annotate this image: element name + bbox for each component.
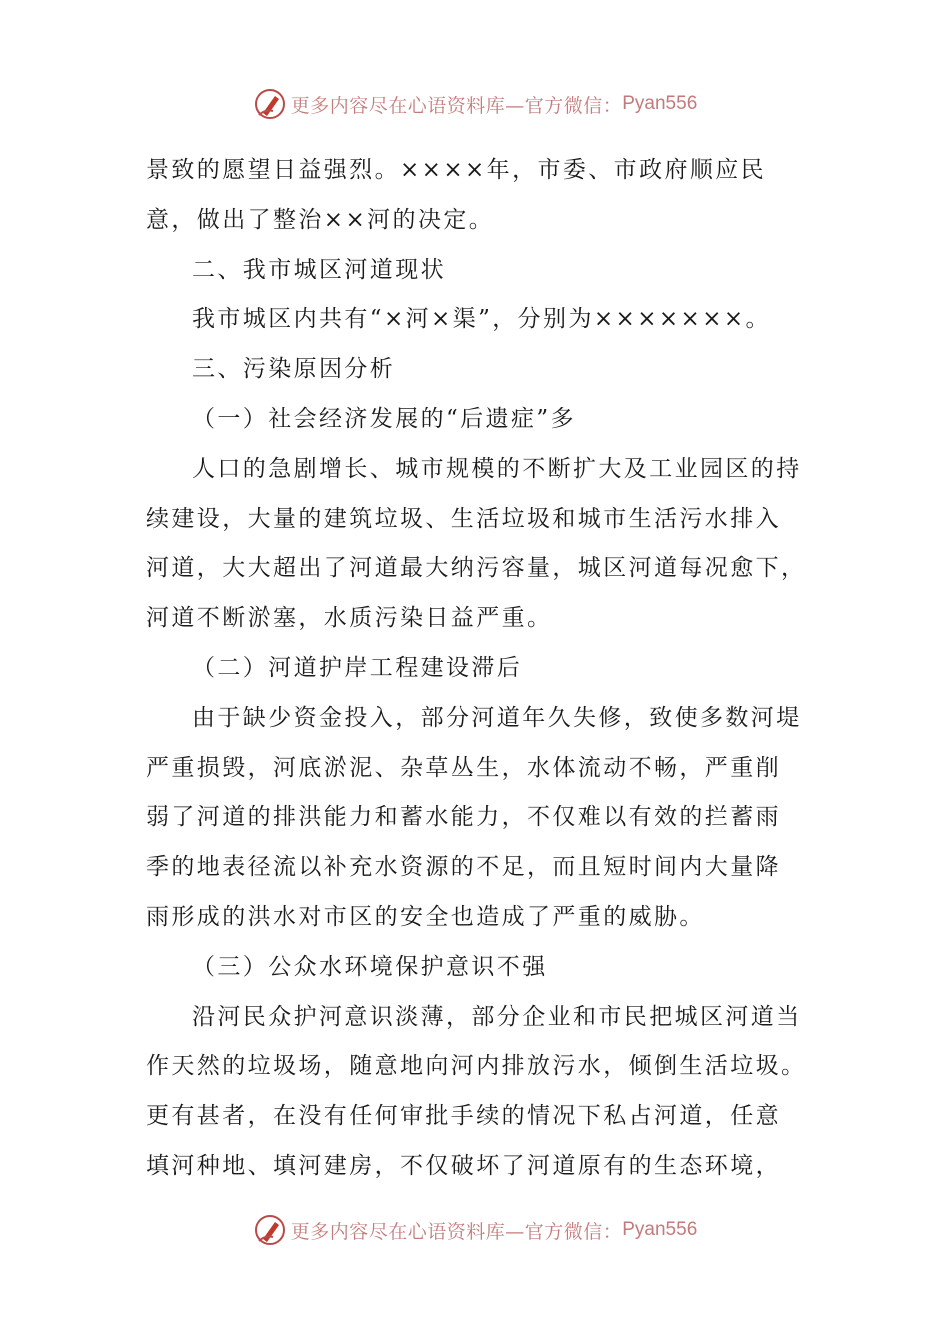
subsection-heading: （三）公众水环境保护意识不强 bbox=[192, 953, 548, 980]
body-line: 续建设，大量的建筑垃圾、生活垃圾和城市生活污水排入 bbox=[146, 505, 781, 532]
pen-nib-logo-icon bbox=[253, 87, 287, 121]
body-line: 更有甚者，在没有任何审批手续的情况下私占河道，任意 bbox=[146, 1103, 781, 1130]
header-banner bbox=[0, 84, 950, 124]
subsection-heading: （一）社会经济发展的“后遗症”多 bbox=[192, 405, 576, 432]
header-promo-text: 更多内容尽在心语资料库—官方微信： bbox=[290, 94, 623, 117]
body-line: 雨形成的洪水对市区的安全也造成了严重的威胁。 bbox=[146, 903, 705, 930]
pen-nib-logo-icon bbox=[253, 1213, 287, 1247]
subsection-heading: （二）河道护岸工程建设滞后 bbox=[192, 654, 523, 681]
body-line: 河道，大大超出了河道最大纳污容量，城区河道每况愈下， bbox=[146, 555, 807, 582]
section-heading: 二、我市城区河道现状 bbox=[192, 256, 446, 283]
body-line: 意，做出了整治××河的决定。 bbox=[146, 206, 495, 233]
body-line: 我市城区内共有“×河×渠”，分别为×××××××。 bbox=[192, 306, 771, 333]
footer-promo-text: 更多内容尽在心语资料库—官方微信： bbox=[290, 1220, 623, 1243]
document-body bbox=[146, 146, 826, 1192]
section-heading: 三、污染原因分析 bbox=[192, 356, 396, 383]
body-line: 沿河民众护河意识淡薄，部分企业和市民把城区河道当 bbox=[192, 1003, 802, 1030]
body-line: 人口的急剧增长、城市规模的不断扩大及工业园区的持 bbox=[192, 455, 802, 482]
footer-wechat-id: Pyan556 bbox=[622, 1219, 698, 1240]
body-line: 作天然的垃圾场，随意地向河内排放污水，倾倒生活垃圾。 bbox=[146, 1053, 807, 1080]
body-line: 严重损毁，河底淤泥、杂草丛生，水体流动不畅，严重削 bbox=[146, 754, 781, 781]
body-line: 弱了河道的排洪能力和蓄水能力，不仅难以有效的拦蓄雨 bbox=[146, 804, 781, 831]
footer-banner bbox=[0, 1210, 950, 1250]
header-wechat-id: Pyan556 bbox=[622, 93, 698, 114]
body-line: 填河种地、填河建房，不仅破坏了河道原有的生态环境， bbox=[146, 1152, 781, 1179]
body-line: 河道不断淤塞，水质污染日益严重。 bbox=[146, 605, 553, 632]
body-line: 景致的愿望日益强烈。××××年，市委、市政府顺应民 bbox=[146, 157, 767, 183]
body-line: 季的地表径流以补充水资源的不足，而且短时间内大量降 bbox=[146, 854, 781, 881]
body-line: 由于缺少资金投入，部分河道年久失修，致使多数河堤 bbox=[192, 704, 802, 731]
